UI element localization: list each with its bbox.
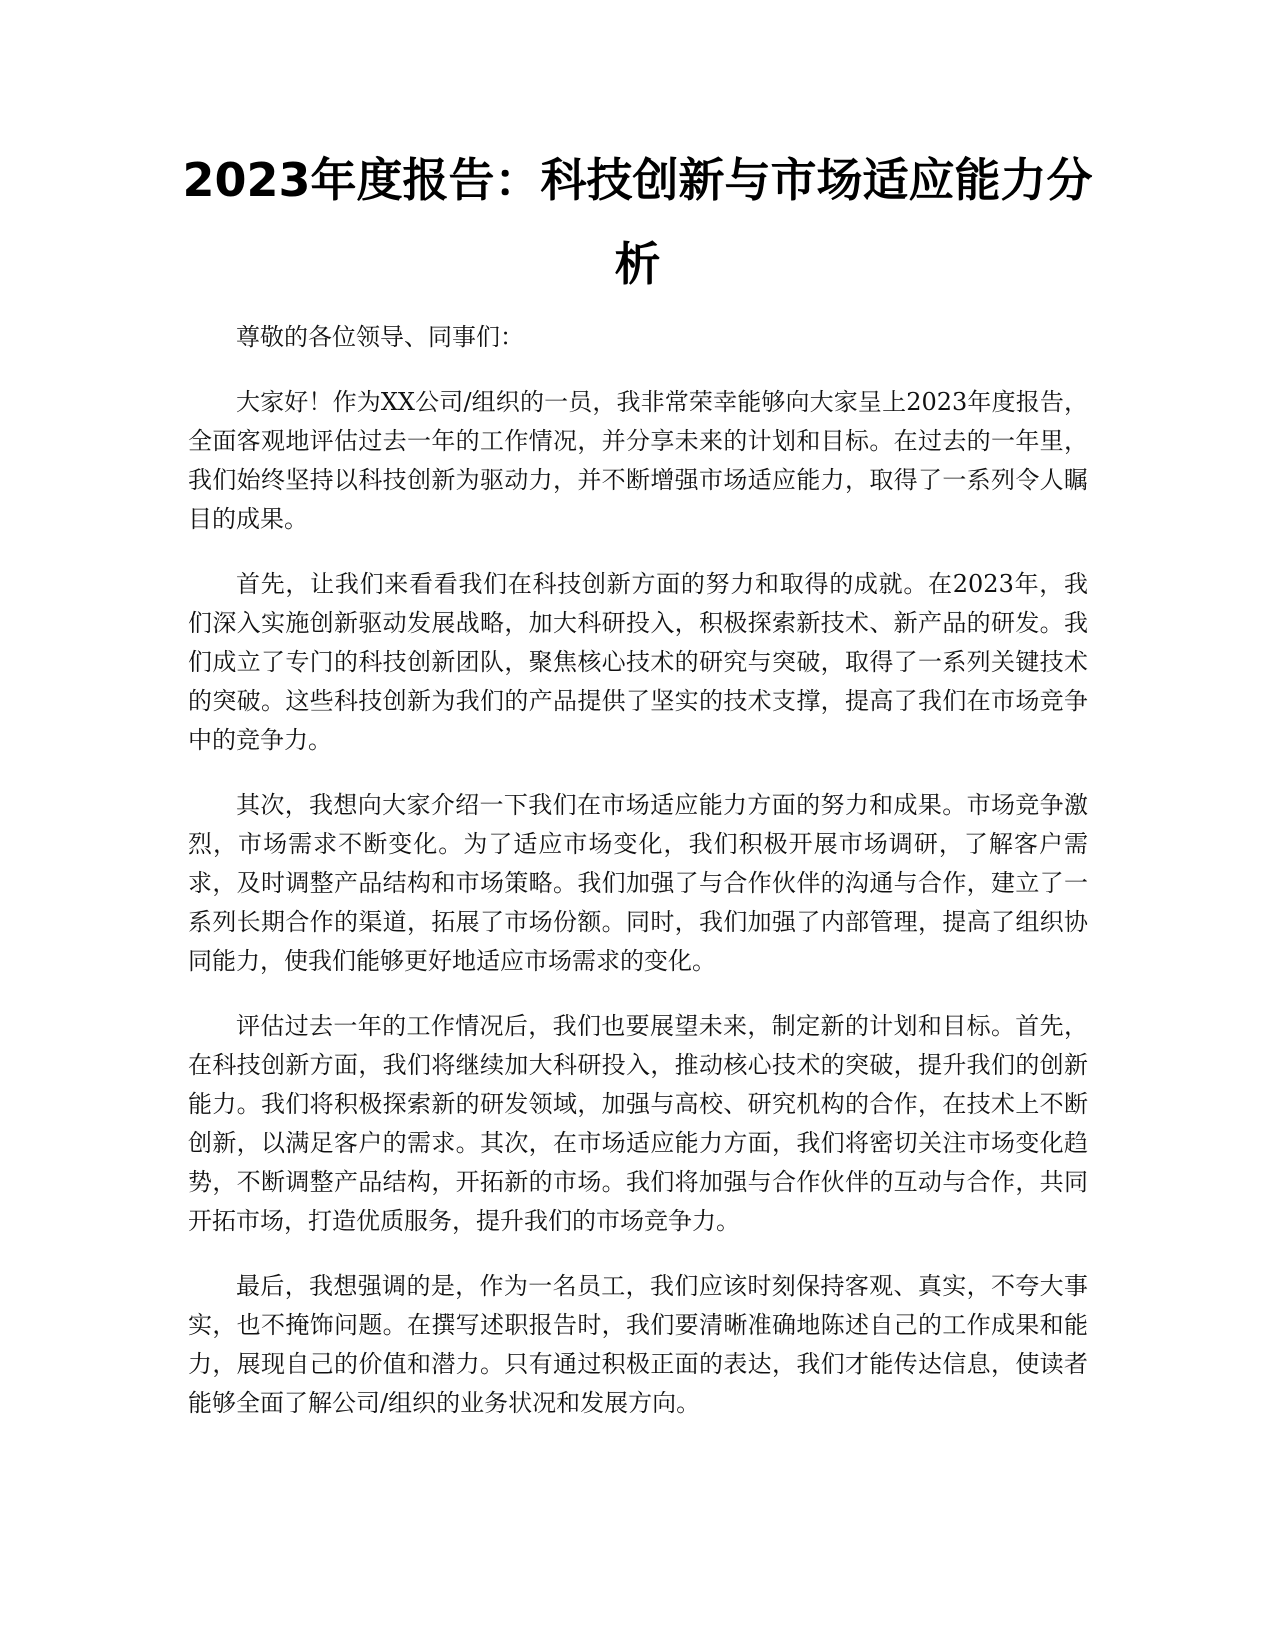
document-body: [188, 318, 1088, 1449]
paragraph-tech-innovation: 首先，让我们来看看我们在科技创新方面的努力和取得的成就。在2023年，我们深入实施创新驱动发展战略，加大科研投入，积极探索新技术、新产品的研发。我们成立了专门的科技创新团队，聚焦核心技术的研究与突破，取得了一系列关键技术的突破。这些科技创新为我们的产品提供了坚实的技术支撑，提高了我们在市场竞争中的竞争力。: [188, 570, 1088, 754]
paragraph-future-plans: 评估过去一年的工作情况后，我们也要展望未来，制定新的计划和目标。首先，在科技创新方面，我们将继续加大科研投入，推动核心技术的突破，提升我们的创新能力。我们将积极探索新的研发领域，加强与高校、研究机构的合作，在技术上不断创新，以满足客户的需求。其次，在市场适应能力方面，我们将密切关注市场变化趋势，不断调整产品结构，开拓新的市场。我们将加强与合作伙伴的互动与合作，共同开拓市场，打造优质服务，提升我们的市场竞争力。: [188, 1012, 1088, 1235]
paragraph-market-adaptation: 其次，我想向大家介绍一下我们在市场适应能力方面的努力和成果。市场竞争激烈，市场需求不断变化。为了适应市场变化，我们积极开展市场调研，了解客户需求，及时调整产品结构和市场策略。我们加强了与合作伙伴的沟通与合作，建立了一系列长期合作的渠道，拓展了市场份额。同时，我们加强了内部管理，提高了组织协同能力，使我们能够更好地适应市场需求的变化。: [188, 791, 1088, 975]
paragraph-conclusion: 最后，我想强调的是，作为一名员工，我们应该时刻保持客观、真实，不夸大事实，也不掩饰问题。在撰写述职报告时，我们要清晰准确地陈述自己的工作成果和能力，展现自己的价值和潜力。只有通过积极正面的表达，我们才能传达信息，使读者能够全面了解公司/组织的业务状况和发展方向。: [188, 1272, 1088, 1417]
paragraph-intro: 大家好！作为XX公司/组织的一员，我非常荣幸能够向大家呈上2023年度报告，全面客观地评估过去一年的工作情况，并分享未来的计划和目标。在过去的一年里，我们始终坚持以科技创新为驱动力，并不断增强市场适应能力，取得了一系列令人瞩目的成果。: [188, 388, 1088, 533]
document-title: 2023年度报告：科技创新与市场适应能力分析: [182, 153, 1093, 291]
salutation: 尊敬的各位领导、同事们：: [236, 323, 524, 351]
